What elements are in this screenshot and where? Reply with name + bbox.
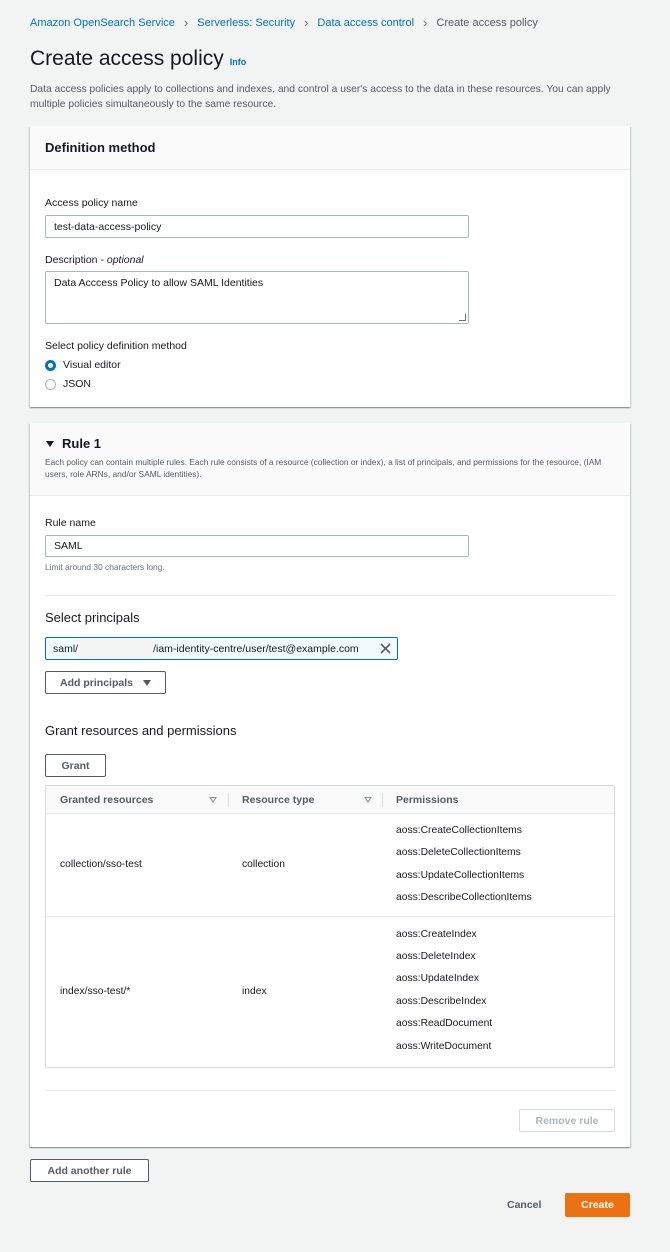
page-title-container xyxy=(30,47,246,71)
resource-type-cell: collection xyxy=(242,859,285,870)
policy-name-label: Access policy name xyxy=(45,197,138,209)
grant-resources-title: Grant resources and permissions xyxy=(45,723,237,738)
rule-name-hint: Limit around 30 characters long. xyxy=(45,562,165,572)
principal-suffix: /iam-identity-centre/user/test@example.com xyxy=(153,642,359,655)
table-row xyxy=(46,814,614,917)
permissions-table xyxy=(45,785,615,1068)
breadcrumb-serverless-security[interactable]: Serverless: Security xyxy=(197,16,296,29)
resource-cell: index/sso-test/* xyxy=(60,986,131,997)
add-principals-label: Add principals xyxy=(60,676,133,689)
permission-item: aoss:DescribeIndex xyxy=(396,996,487,1007)
cancel-button[interactable]: Cancel xyxy=(507,1199,542,1211)
sort-icon[interactable] xyxy=(364,797,372,803)
column-separator xyxy=(382,793,383,807)
rule-description: Each policy can contain multiple rules. Each rule consists of a resource (collection or index), a list of principals, and permissions for the resource, (IAM users, role ARNs, and/or SAML identities). xyxy=(45,457,602,479)
page-description: Data access policies apply to collections and indexes, and control a user's access to the data in these resources. You can apply multiple policies simultaneously to the same resource. xyxy=(30,84,611,110)
permission-item: aoss:UpdateCollectionItems xyxy=(396,870,525,881)
description-textarea[interactable] xyxy=(45,271,469,324)
rule-name-label: Rule name xyxy=(45,517,96,529)
permission-item: aoss:ReadDocument xyxy=(396,1018,493,1029)
divider xyxy=(45,1090,615,1091)
rule-panel xyxy=(30,423,630,1147)
radio-unchecked-icon[interactable] xyxy=(45,379,56,390)
create-label: Create xyxy=(581,1199,614,1211)
column-separator xyxy=(228,793,229,807)
table-row xyxy=(46,917,614,1067)
select-principals-title: Select principals xyxy=(45,610,140,625)
chevron-right-icon: › xyxy=(183,15,189,30)
redacted-block xyxy=(78,639,153,658)
description-label-text: Description - xyxy=(45,254,107,266)
breadcrumb xyxy=(30,16,538,29)
grant-button-label: Grant xyxy=(61,759,90,772)
add-another-rule-button[interactable] xyxy=(30,1159,149,1182)
rule-name-input[interactable] xyxy=(45,535,469,557)
remove-rule-button[interactable] xyxy=(519,1109,615,1132)
radio-visual-editor[interactable] xyxy=(45,359,121,371)
breadcrumb-data-access-control[interactable]: Data access control xyxy=(317,16,415,29)
description-label xyxy=(45,254,144,266)
resize-handle-icon[interactable] xyxy=(459,314,466,321)
definition-panel-header xyxy=(30,126,630,170)
rule-name-value: SAML xyxy=(54,540,83,552)
remove-rule-label: Remove rule xyxy=(535,1114,599,1127)
breadcrumb-opensearch[interactable]: Amazon OpenSearch Service xyxy=(30,16,175,29)
definition-method-label: Select policy definition method xyxy=(45,340,187,352)
description-value: Data Acccess Policy to allow SAML Identities xyxy=(54,277,264,289)
radio-checked-icon[interactable] xyxy=(45,360,56,371)
caret-down-icon[interactable] xyxy=(46,441,54,447)
header-permissions xyxy=(396,786,458,814)
grant-button[interactable] xyxy=(45,754,106,777)
add-another-rule-label: Add another rule xyxy=(47,1164,132,1177)
radio-json[interactable] xyxy=(45,378,91,390)
definition-panel-title: Definition method xyxy=(45,140,156,155)
header-resource-type-label: Resource type xyxy=(242,794,315,806)
caret-down-icon xyxy=(143,680,151,686)
info-link[interactable]: Info xyxy=(229,57,247,67)
permission-item: aoss:CreateIndex xyxy=(396,929,477,940)
policy-name-input[interactable] xyxy=(45,215,469,238)
description-optional: optional xyxy=(106,254,144,266)
permission-item: aoss:UpdateIndex xyxy=(396,973,480,984)
sort-icon[interactable] xyxy=(209,797,217,803)
definition-method-panel xyxy=(30,126,630,407)
policy-name-value: test-data-access-policy xyxy=(54,220,162,233)
permission-item: aoss:DeleteIndex xyxy=(396,951,476,962)
radio-visual-editor-label: Visual editor xyxy=(63,359,121,371)
chevron-right-icon: › xyxy=(304,15,309,30)
permission-item: aoss:DeleteCollectionItems xyxy=(396,847,521,858)
resource-type-cell: index xyxy=(242,986,267,997)
divider xyxy=(45,595,615,596)
rule-title-row[interactable] xyxy=(45,436,615,451)
chevron-right-icon: › xyxy=(423,15,428,30)
header-granted-resources[interactable] xyxy=(60,786,153,814)
permission-item: aoss:WriteDocument xyxy=(396,1041,492,1052)
principal-token[interactable] xyxy=(45,637,398,660)
header-granted-resources-label: Granted resources xyxy=(60,794,154,806)
header-permissions-label: Permissions xyxy=(396,794,459,806)
principal-prefix: saml/ xyxy=(53,642,79,655)
permission-item: aoss:DescribeCollectionItems xyxy=(396,892,532,903)
permission-item: aoss:CreateCollectionItems xyxy=(396,825,522,836)
breadcrumb-current: Create access policy xyxy=(436,16,538,29)
radio-json-label: JSON xyxy=(63,378,92,390)
rule-title: Rule 1 xyxy=(62,436,102,451)
page-title: Create access policy xyxy=(30,47,224,70)
close-icon[interactable] xyxy=(379,642,392,655)
rule-panel-header[interactable] xyxy=(30,423,630,496)
create-button[interactable] xyxy=(565,1193,630,1217)
add-principals-button[interactable] xyxy=(45,671,166,694)
resource-cell: collection/sso-test xyxy=(60,859,142,870)
table-header xyxy=(46,786,614,814)
header-resource-type[interactable] xyxy=(242,786,314,814)
